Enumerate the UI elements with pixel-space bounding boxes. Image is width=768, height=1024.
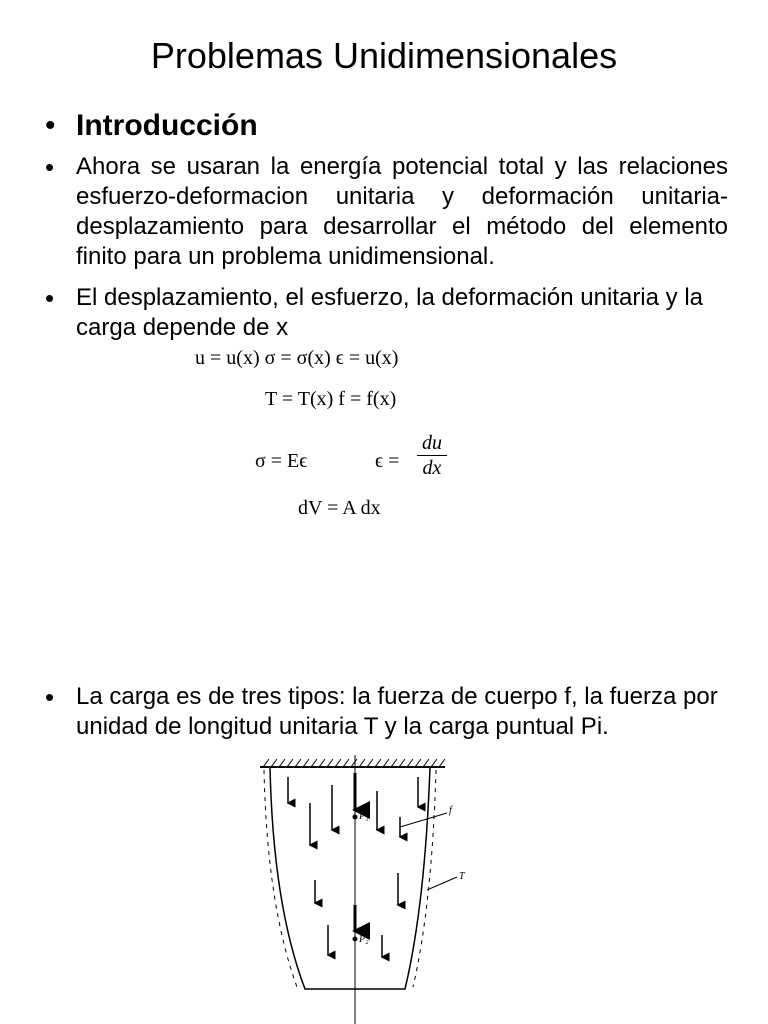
paragraph-text: La carga es de tres tipos: la fuerza de cuerpo f, la fuerza por unidad de longitud unitaria T y la carga puntual Pi.: [76, 683, 718, 740]
point-p1: [353, 815, 358, 820]
bullet-dot: •: [45, 682, 55, 712]
slide-title: Problemas Unidimensionales: [150, 35, 618, 76]
bar-outline: [270, 767, 430, 989]
body-force-arrows: [288, 777, 418, 957]
fraction-numerator: du: [417, 431, 447, 456]
section-heading: Introducción: [76, 109, 258, 142]
equation-volume: dV = A dx: [298, 497, 381, 519]
bullet-introduccion: [45, 106, 728, 146]
equation-displacement-stress-strain: u = u(x) σ = σ(x) ϵ = u(x): [195, 347, 399, 369]
equation-hooke: σ = Eϵ: [255, 450, 308, 472]
label-p2: P₂: [359, 934, 369, 945]
bullet-dot: •: [45, 152, 55, 182]
label-T: T: [459, 871, 465, 882]
bullet-dot: •: [45, 109, 56, 142]
bar-load-figure: [255, 755, 470, 1024]
leader-T: [427, 877, 457, 890]
traction-dashes: [264, 770, 436, 987]
bullet-paragraph-2: [45, 283, 728, 343]
paragraph-text: Ahora se usaran la energía potencial total y las relaciones esfuerzo-deformacion unitaria y deformación unitaria-desplazamiento para desarrollar el método del elemento finito para un problema unidimensional.: [76, 153, 728, 270]
leader-f: [400, 813, 447, 827]
equation-strain-lhs: ϵ =: [375, 450, 400, 472]
bullet-paragraph-3: [45, 682, 728, 742]
label-p1: P₁: [359, 811, 369, 822]
bullet-paragraph-1: [45, 152, 728, 272]
equation-loads: T = T(x) f = f(x): [265, 388, 397, 410]
fixed-support-hatch: [260, 759, 445, 767]
equation-strain-fraction: [417, 431, 447, 480]
point-p2: [353, 937, 358, 942]
paragraph-text: El desplazamiento, el esfuerzo, la deformación unitaria y la carga depende de x: [76, 284, 703, 341]
fraction-denominator: dx: [422, 457, 442, 479]
bullet-dot: •: [45, 283, 55, 313]
label-f: f: [449, 805, 452, 816]
